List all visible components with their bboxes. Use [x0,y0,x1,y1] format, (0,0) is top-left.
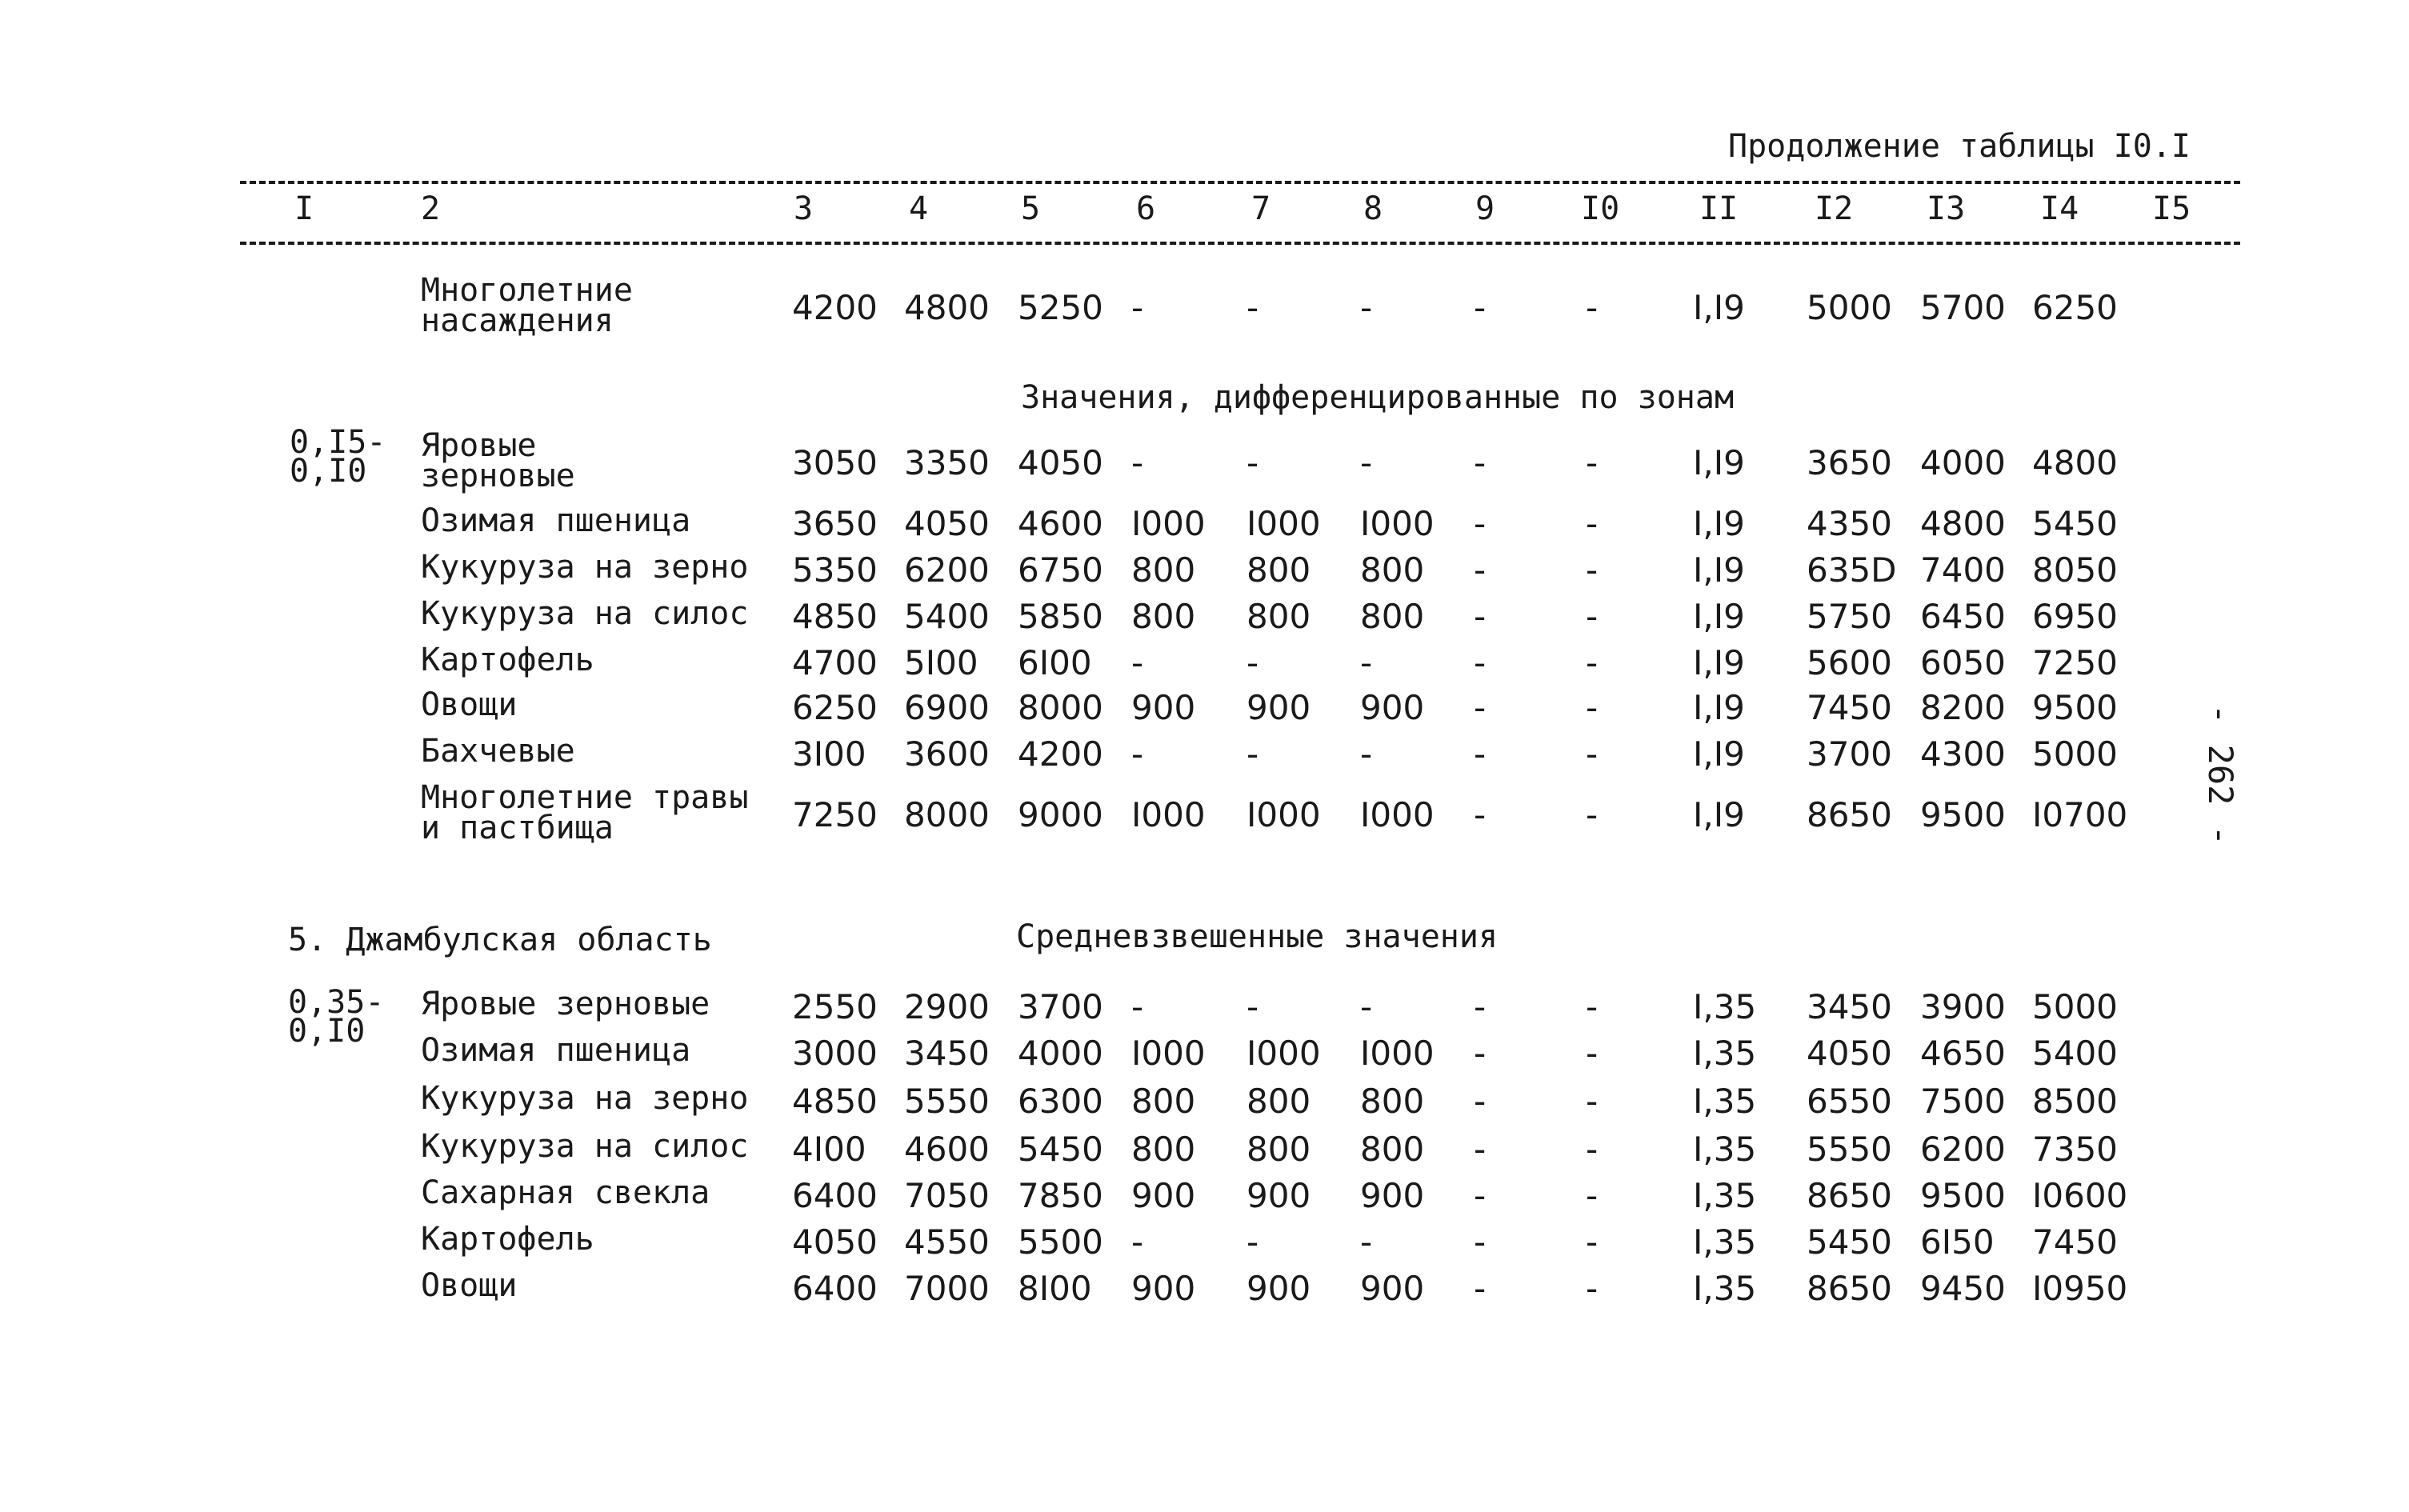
table-cell: 3700 [1018,987,1103,1026]
table-cell: 9450 [1920,1269,2006,1308]
table-cell: 800 [1360,1082,1425,1121]
subheading: Средневзвешенные значения [1016,918,1499,955]
row-label: Картофель [421,1221,594,1258]
table-cell: I,I9 [1693,443,1745,482]
table-cell: 5850 [1018,597,1103,636]
table-cell: 3900 [1920,987,2006,1026]
table-cell: - [1360,1222,1373,1262]
row-label: Картофель [421,642,594,678]
table-cell: - [1474,795,1487,834]
table-cell: 9500 [1920,795,2006,834]
header-rule-bottom [240,242,2240,245]
table-cell: I000 [1360,504,1435,543]
table-cell: 8000 [1018,688,1103,727]
table-cell: I,I9 [1693,734,1745,774]
table-cell: 4200 [792,288,878,327]
table-cell: 7450 [1807,688,1892,727]
table-cell: 6550 [1807,1082,1892,1121]
table-cell: 5000 [2032,734,2118,774]
table-cell: I,I9 [1693,597,1745,636]
row-label: Кукуруза на силос [421,595,749,632]
table-cell: 8200 [1920,688,2006,727]
table-cell: 6250 [2032,288,2118,327]
table-cell: - [1131,1222,1144,1262]
table-cell: - [1247,987,1259,1026]
table-cell: I000 [1247,1034,1321,1073]
table-cell: 7500 [1920,1082,2006,1121]
table-cell: 5750 [1807,597,1892,636]
table-cell: 5700 [1920,288,2006,327]
table-cell: - [1247,1222,1259,1262]
header-cell: 5 [1021,190,1041,227]
table-cell: - [1247,643,1259,682]
header-cell: 8 [1363,190,1383,227]
header-cell: II [1699,190,1739,227]
table-cell: 4700 [792,643,878,682]
table-cell: 3700 [1807,734,1892,774]
table-cell: 7000 [904,1269,990,1308]
table-cell: I0700 [2032,795,2128,834]
table-cell: - [1586,987,1599,1026]
table-cell: - [1131,987,1144,1026]
table-cell: 8650 [1807,1176,1892,1215]
table-cell: 800 [1247,597,1311,636]
table-cell: 6950 [2032,597,2118,636]
table-cell: 900 [1360,688,1425,727]
table-cell: - [1586,550,1599,590]
table-cell: 5550 [1807,1130,1892,1169]
table-cell: - [1247,443,1259,482]
table-cell: 4000 [1018,1034,1103,1073]
table-cell: 900 [1247,1269,1311,1308]
table-cell: 3650 [1807,443,1892,482]
table-cell: 6400 [792,1269,878,1308]
table-cell: I,35 [1693,1269,1757,1308]
table-cell: I000 [1247,504,1321,543]
table-cell: 900 [1131,1176,1196,1215]
header-cell: I3 [1927,190,1966,227]
row-label: Сахарная свекла [421,1174,710,1211]
table-cell: 8050 [2032,550,2118,590]
table-cell: I,35 [1693,1176,1757,1215]
table-cell: 5I00 [904,643,978,682]
table-cell: 8000 [904,795,990,834]
table-cell: 3I00 [792,734,866,774]
table-cell: 9500 [2032,688,2118,727]
table-cell: - [1474,443,1487,482]
table-cell: I,I9 [1693,504,1745,543]
table-cell: 8650 [1807,1269,1892,1308]
table-cell: 800 [1247,1130,1311,1169]
table-cell: I0950 [2032,1269,2128,1308]
table-cell: 4350 [1807,504,1892,543]
table-cell: 900 [1247,1176,1311,1215]
table-cell: I0600 [2032,1176,2128,1215]
table-cell: - [1586,504,1599,543]
table-cell: - [1474,288,1487,327]
table-cell: - [1586,1222,1599,1262]
table-cell: - [1586,795,1599,834]
table-cell: - [1586,688,1599,727]
table-cell: I000 [1131,795,1206,834]
table-cell: 4050 [1018,443,1103,482]
table-cell: I,I9 [1693,288,1745,327]
table-cell: 3000 [792,1034,878,1073]
table-cell: 4000 [1920,443,2006,482]
table-cell: - [1474,688,1487,727]
table-cell: - [1247,288,1259,327]
table-cell: 5550 [904,1082,990,1121]
table-cell: 5350 [792,550,878,590]
header-cell: I0 [1581,190,1620,227]
table-cell: I000 [1131,1034,1206,1073]
zone-label: 0,I0 [290,453,367,490]
table-cell: - [1474,1130,1487,1169]
section-title: 5. Джамбулская область [288,922,712,958]
table-cell: - [1474,597,1487,636]
subheading: Значения, дифференцированные по зонам [1021,379,1735,416]
table-cell: 4050 [904,504,990,543]
table-cell: 7250 [792,795,878,834]
table-cell: - [1586,288,1599,327]
table-cell: 800 [1360,597,1425,636]
table-cell: - [1247,734,1259,774]
table-cell: - [1474,504,1487,543]
row-label: Бахчевые [421,733,575,770]
table-cell: - [1586,1034,1599,1073]
table-cell: I,35 [1693,987,1757,1026]
table-cell: 5250 [1018,288,1103,327]
table-cell: 9000 [1018,795,1103,834]
header-rule-top [240,181,2240,184]
table-cell: 6300 [1018,1082,1103,1121]
table-cell: 6900 [904,688,990,727]
table-cell: 3450 [904,1034,990,1073]
table-cell: 4300 [1920,734,2006,774]
table-cell: 5500 [1018,1222,1103,1262]
table-cell: 7350 [2032,1130,2118,1169]
table-cell: - [1131,734,1144,774]
row-label: Яровые зерновые [421,986,710,1022]
header-cell: 3 [794,190,814,227]
table-cell: I000 [1360,1034,1435,1073]
avg-label: 0,35- [288,984,385,1021]
header-cell: 6 [1136,190,1156,227]
table-cell: 800 [1131,597,1196,636]
table-cell: 800 [1247,550,1311,590]
table-cell: - [1586,1130,1599,1169]
table-cell: - [1131,288,1144,327]
table-cell: 7450 [2032,1222,2118,1262]
table-cell: - [1586,1176,1599,1215]
table-cell: 4550 [904,1222,990,1262]
row-label: Овощи [421,1267,518,1304]
table-cell: - [1474,1082,1487,1121]
table-cell: - [1360,288,1373,327]
row-label: Кукуруза на зерно [421,549,749,586]
table-cell: - [1474,1176,1487,1215]
table-cell: 6200 [1920,1130,2006,1169]
table-cell: I,35 [1693,1222,1757,1262]
table-cell: 7250 [2032,643,2118,682]
avg-label: 0,I0 [288,1013,366,1050]
table-cell: - [1474,987,1487,1026]
table-cell: 635D [1807,550,1897,590]
row-label: Кукуруза на силос [421,1128,749,1165]
table-cell: 4I00 [792,1130,866,1169]
table-cell: I,35 [1693,1034,1757,1073]
table-cell: - [1474,1269,1487,1308]
page-number: - 262 - [2201,704,2240,846]
table-cell: - [1586,1269,1599,1308]
header-cell: I5 [2152,190,2191,227]
table-cell: - [1360,987,1373,1026]
table-cell: - [1474,734,1487,774]
table-cell: I,I9 [1693,550,1745,590]
table-cell: 6200 [904,550,990,590]
table-cell: 4200 [1018,734,1103,774]
table-cell: 5450 [2032,504,2118,543]
table-cell: 4800 [904,288,990,327]
header-cell: 2 [421,190,441,227]
row-label: Кукуруза на зерно [421,1080,749,1117]
table-cell: 2900 [904,987,990,1026]
table-cell: I,I9 [1693,688,1745,727]
table-cell: 3650 [792,504,878,543]
header-cell: 4 [909,190,929,227]
table-cell: - [1131,443,1144,482]
row-label: и пастбища [421,810,614,846]
table-cell: 5450 [1018,1130,1103,1169]
table-cell: 900 [1360,1269,1425,1308]
table-cell: 4600 [1018,504,1103,543]
table-cell: I000 [1247,795,1321,834]
table-cell: 4650 [1920,1034,2006,1073]
table-cell: I,I9 [1693,643,1745,682]
table-cell: 3050 [792,443,878,482]
table-cell: 5600 [1807,643,1892,682]
table-cell: 800 [1247,1082,1311,1121]
table-cell: I,35 [1693,1130,1757,1169]
table-cell: I000 [1131,504,1206,543]
table-cell: 4600 [904,1130,990,1169]
table-cell: - [1131,643,1144,682]
table-cell: 800 [1131,550,1196,590]
table-cell: 4850 [792,597,878,636]
table-cell: 6450 [1920,597,2006,636]
table-cell: - [1474,1222,1487,1262]
table-cell: 7050 [904,1176,990,1215]
table-cell: 3600 [904,734,990,774]
header-cell: I2 [1815,190,1854,227]
table-cell: 2550 [792,987,878,1026]
table-cell: 900 [1360,1176,1425,1215]
row-label: Озимая пшеница [421,502,691,539]
table-cell: 8650 [1807,795,1892,834]
table-cell: 800 [1360,1130,1425,1169]
table-cell: 800 [1131,1082,1196,1121]
row-label: насаждения [421,302,614,339]
table-cell: 6I00 [1018,643,1092,682]
row-label: Многолетние травы [421,779,749,816]
table-cell: 5000 [2032,987,2118,1026]
table-cell: I,35 [1693,1082,1757,1121]
table-cell: 7400 [1920,550,2006,590]
table-cell: 9500 [1920,1176,2006,1215]
table-cell: 900 [1247,688,1311,727]
table-cell: - [1586,734,1599,774]
table-cell: 8500 [2032,1082,2118,1121]
table-cell: 4850 [792,1082,878,1121]
header-cell: 7 [1251,190,1271,227]
table-caption: Продолжение таблицы I0.I [1728,128,2191,165]
table-cell: 5400 [2032,1034,2118,1073]
row-label: Многолетние [421,272,633,309]
table-cell: - [1586,1082,1599,1121]
row-label: Озимая пшеница [421,1032,691,1069]
table-cell: 800 [1131,1130,1196,1169]
header-cell: 9 [1475,190,1495,227]
table-cell: 3350 [904,443,990,482]
row-label: Яровые [421,427,537,464]
table-cell: 7850 [1018,1176,1103,1215]
table-cell: 5000 [1807,288,1892,327]
row-label: Овощи [421,686,518,723]
table-cell: - [1474,550,1487,590]
table-cell: - [1586,443,1599,482]
table-cell: 6050 [1920,643,2006,682]
table-cell: 6250 [792,688,878,727]
table-cell: - [1474,643,1487,682]
table-cell: - [1586,643,1599,682]
table-cell: 4800 [1920,504,2006,543]
row-label: зерновые [421,458,575,494]
table-cell: 6750 [1018,550,1103,590]
table-cell: - [1360,734,1373,774]
zone-label: 0,I5- [290,424,386,461]
table-cell: 900 [1131,1269,1196,1308]
header-cell: I [294,190,314,227]
table-cell: 4050 [792,1222,878,1262]
table-cell: 8I00 [1018,1269,1092,1308]
table-cell: I000 [1360,795,1435,834]
table-cell: 4050 [1807,1034,1892,1073]
table-cell: - [1474,1034,1487,1073]
table-cell: 4800 [2032,443,2118,482]
table-cell: 800 [1360,550,1425,590]
table-cell: 5450 [1807,1222,1892,1262]
table-cell: - [1586,597,1599,636]
table-cell: 5400 [904,597,990,636]
table-cell: - [1360,643,1373,682]
table-cell: 6I50 [1920,1222,1995,1262]
table-cell: 6400 [792,1176,878,1215]
table-cell: I,I9 [1693,795,1745,834]
table-cell: 3450 [1807,987,1892,1026]
header-cell: I4 [2040,190,2079,227]
table-cell: 900 [1131,688,1196,727]
table-cell: - [1360,443,1373,482]
